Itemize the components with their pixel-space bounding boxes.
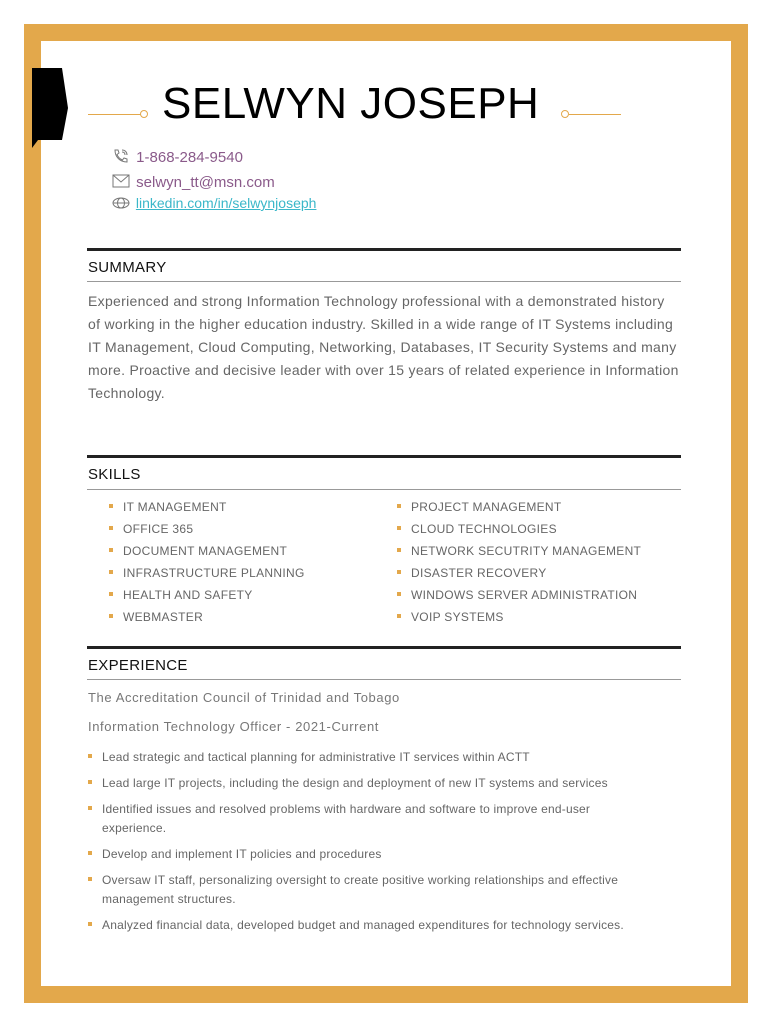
skill-item: INFRASTRUCTURE PLANNING [109,563,305,585]
bullet-marker [397,570,401,574]
phone-number: 1-868-284-9540 [136,148,243,166]
bullet-marker [109,548,113,552]
skill-item: WEBMASTER [109,607,305,629]
skills-heading: SKILLS [88,466,141,483]
bullet-marker [88,780,92,784]
skills-top-rule [87,455,681,458]
name-right-dot [561,110,569,118]
summary-heading: SUMMARY [88,259,167,276]
bullet-marker [88,877,92,881]
skill-item: HEALTH AND SAFETY [109,585,305,607]
bullet-marker [88,851,92,855]
skills-bottom-rule [87,489,681,490]
name-left-rule [88,114,144,115]
bullet-marker [109,592,113,596]
skill-item: CLOUD TECHNOLOGIES [397,519,641,541]
contact-email [112,174,275,192]
skill-item: NETWORK SECUTRITY MANAGEMENT [397,541,641,563]
skills-right-list [397,497,641,629]
experience-bullet: Lead large IT projects, including the design and deployment of new IT systems and services [88,774,648,793]
experience-bullet: Lead strategic and tactical planning for administrative IT services within ACTT [88,748,648,767]
skill-item: PROJECT MANAGEMENT [397,497,641,519]
summary-bottom-rule [87,281,681,282]
name-left-dot [140,110,148,118]
experience-heading: EXPERIENCE [88,657,188,674]
skill-item: DOCUMENT MANAGEMENT [109,541,305,563]
bullet-marker [397,526,401,530]
bullet-marker [397,592,401,596]
bullet-marker [397,504,401,508]
summary-text: Experienced and strong Information Technology professional with a demonstrated history of working in the higher education industry. Skilled in a wide range of IT Systems including IT Management, Cloud Computing, Networking, Databases, IT Security Systems and many more. Proactive and decisive leader with over 15 years of related experience in Information Technology. [88,293,679,401]
skill-item: OFFICE 365 [109,519,305,541]
bullet-marker [109,570,113,574]
bullet-marker [109,614,113,618]
experience-role: Information Technology Officer - 2021-Current [88,719,379,734]
experience-bottom-rule [87,679,681,680]
skill-item: VOIP SYSTEMS [397,607,641,629]
bullet-marker [397,614,401,618]
skills-left-list [109,497,305,629]
linkedin-link[interactable]: linkedin.com/in/selwynjoseph [135,195,317,211]
experience-bullet: Identified issues and resolved problems with hardware and software to improve end-user experience. [88,800,648,838]
experience-organization: The Accreditation Council of Trinidad and Tobago [88,690,400,705]
envelope-icon [112,174,132,192]
header-tab-marker [32,68,68,148]
email-address[interactable]: selwyn_tt@msn.com [136,174,275,191]
bullet-marker [397,548,401,552]
skill-item: WINDOWS SERVER ADMINISTRATION [397,585,641,607]
experience-bullet: Develop and implement IT policies and procedures [88,845,648,864]
name-right-rule [569,114,621,115]
bullet-marker [109,504,113,508]
globe-icon [112,196,132,212]
bullet-marker [88,922,92,926]
bullet-marker [88,754,92,758]
bullet-marker [88,806,92,810]
contact-phone [112,148,243,168]
experience-bullet: Oversaw IT staff, personalizing oversight to create positive working relationships and effective management structures. [88,871,648,909]
experience-top-rule [87,646,681,649]
skill-item: IT MANAGEMENT [109,497,305,519]
bullet-marker [109,526,113,530]
experience-bullet: Analyzed financial data, developed budget and managed expenditures for technology services. [88,916,648,935]
contact-linkedin [112,195,316,212]
skill-item: DISASTER RECOVERY [397,563,641,585]
experience-bullets [88,748,648,942]
candidate-name: SELWYN JOSEPH [162,79,540,128]
phone-icon [112,148,132,168]
summary-top-rule [87,248,681,251]
